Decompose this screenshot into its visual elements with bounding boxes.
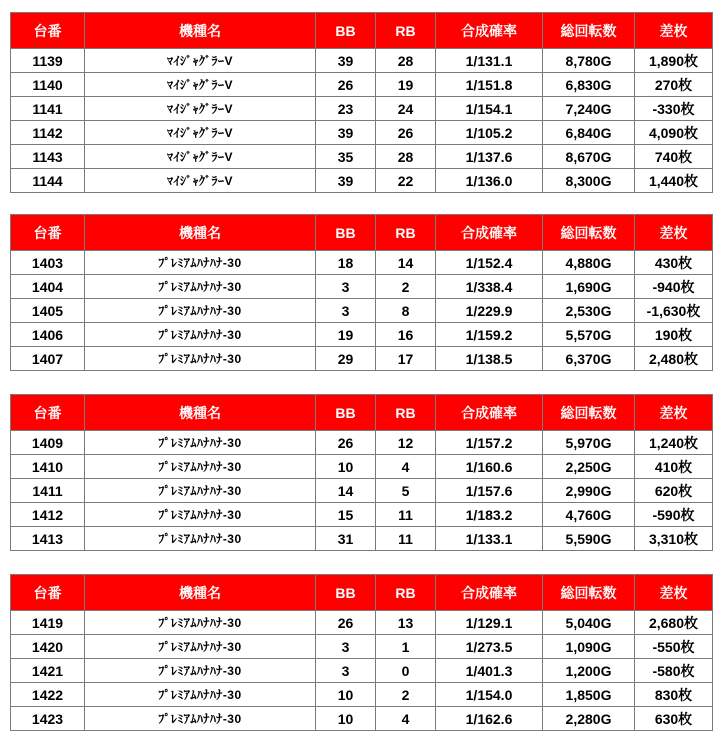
table-row [11,275,713,299]
cell-combined-probability: 1/152.4 [436,251,543,275]
cell-combined-probability: 1/138.5 [436,347,543,371]
cell-machine-number: 1423 [11,707,85,731]
header-combined-probability: 合成確率 [436,215,543,251]
cell-machine-name: ﾌﾟﾚﾐｱﾑﾊﾅﾊﾅ-30 [85,527,316,551]
cell-machine-number: 1140 [11,73,85,97]
table-row [11,635,713,659]
header-bb-count: BB [316,13,376,49]
table-row [11,659,713,683]
cell-rb-count: 17 [376,347,436,371]
cell-machine-name: ﾌﾟﾚﾐｱﾑﾊﾅﾊﾅ-30 [85,707,316,731]
cell-total-spins: 6,840G [543,121,635,145]
cell-total-spins: 5,590G [543,527,635,551]
cell-total-spins: 5,970G [543,431,635,455]
cell-machine-number: 1139 [11,49,85,73]
table-row [11,251,713,275]
header-rb-count: RB [376,395,436,431]
cell-coin-difference: 2,480枚 [635,347,713,371]
cell-rb-count: 0 [376,659,436,683]
cell-machine-number: 1407 [11,347,85,371]
cell-rb-count: 13 [376,611,436,635]
cell-coin-difference: 1,440枚 [635,169,713,193]
table-row [11,683,713,707]
cell-bb-count: 39 [316,49,376,73]
table-row [11,431,713,455]
header-rb-count: RB [376,215,436,251]
cell-machine-number: 1406 [11,323,85,347]
cell-combined-probability: 1/105.2 [436,121,543,145]
table-row [11,121,713,145]
cell-coin-difference: 2,680枚 [635,611,713,635]
cell-coin-difference: 630枚 [635,707,713,731]
header-coin-difference: 差枚 [635,575,713,611]
cell-total-spins: 8,670G [543,145,635,169]
table-row [11,479,713,503]
table-row [11,503,713,527]
header-total-spins: 総回転数 [543,575,635,611]
cell-combined-probability: 1/183.2 [436,503,543,527]
cell-combined-probability: 1/160.6 [436,455,543,479]
header-bb-count: BB [316,395,376,431]
cell-machine-number: 1420 [11,635,85,659]
cell-machine-number: 1413 [11,527,85,551]
cell-bb-count: 26 [316,431,376,455]
cell-rb-count: 28 [376,49,436,73]
cell-combined-probability: 1/154.0 [436,683,543,707]
cell-rb-count: 1 [376,635,436,659]
cell-rb-count: 16 [376,323,436,347]
cell-coin-difference: 430枚 [635,251,713,275]
cell-bb-count: 3 [316,275,376,299]
cell-machine-name: ﾏｲｼﾞｬｸﾞﾗｰV [85,169,316,193]
cell-machine-number: 1412 [11,503,85,527]
header-row [11,13,713,49]
cell-machine-name: ﾌﾟﾚﾐｱﾑﾊﾅﾊﾅ-30 [85,299,316,323]
cell-machine-number: 1141 [11,97,85,121]
cell-total-spins: 6,830G [543,73,635,97]
cell-bb-count: 3 [316,635,376,659]
cell-combined-probability: 1/338.4 [436,275,543,299]
header-machine-number: 台番 [11,575,85,611]
cell-total-spins: 8,300G [543,169,635,193]
cell-total-spins: 1,690G [543,275,635,299]
cell-bb-count: 10 [316,707,376,731]
cell-machine-number: 1403 [11,251,85,275]
cell-machine-number: 1143 [11,145,85,169]
header-machine-name: 機種名 [85,215,316,251]
cell-total-spins: 2,530G [543,299,635,323]
cell-machine-number: 1411 [11,479,85,503]
cell-combined-probability: 1/154.1 [436,97,543,121]
table-row [11,707,713,731]
header-combined-probability: 合成確率 [436,395,543,431]
table-row [11,347,713,371]
cell-rb-count: 4 [376,455,436,479]
cell-bb-count: 35 [316,145,376,169]
cell-combined-probability: 1/162.6 [436,707,543,731]
cell-machine-number: 1142 [11,121,85,145]
cell-coin-difference: -580枚 [635,659,713,683]
cell-rb-count: 26 [376,121,436,145]
cell-coin-difference: 270枚 [635,73,713,97]
cell-coin-difference: 190枚 [635,323,713,347]
cell-bb-count: 19 [316,323,376,347]
header-coin-difference: 差枚 [635,215,713,251]
cell-combined-probability: 1/229.9 [436,299,543,323]
cell-total-spins: 1,850G [543,683,635,707]
header-machine-number: 台番 [11,395,85,431]
cell-rb-count: 11 [376,527,436,551]
header-bb-count: BB [316,575,376,611]
cell-combined-probability: 1/137.6 [436,145,543,169]
cell-machine-name: ﾌﾟﾚﾐｱﾑﾊﾅﾊﾅ-30 [85,431,316,455]
cell-coin-difference: 1,240枚 [635,431,713,455]
cell-rb-count: 14 [376,251,436,275]
cell-total-spins: 4,760G [543,503,635,527]
header-total-spins: 総回転数 [543,13,635,49]
cell-rb-count: 2 [376,683,436,707]
cell-bb-count: 3 [316,659,376,683]
cell-coin-difference: -550枚 [635,635,713,659]
cell-bb-count: 15 [316,503,376,527]
cell-machine-name: ﾏｲｼﾞｬｸﾞﾗｰV [85,121,316,145]
cell-rb-count: 24 [376,97,436,121]
header-coin-difference: 差枚 [635,395,713,431]
header-total-spins: 総回転数 [543,215,635,251]
header-bb-count: BB [316,215,376,251]
header-combined-probability: 合成確率 [436,13,543,49]
cell-machine-number: 1144 [11,169,85,193]
cell-bb-count: 10 [316,683,376,707]
cell-total-spins: 2,250G [543,455,635,479]
cell-combined-probability: 1/401.3 [436,659,543,683]
cell-machine-name: ﾏｲｼﾞｬｸﾞﾗｰV [85,49,316,73]
cell-combined-probability: 1/157.6 [436,479,543,503]
cell-machine-name: ﾌﾟﾚﾐｱﾑﾊﾅﾊﾅ-30 [85,347,316,371]
data-table-2 [10,214,713,371]
cell-bb-count: 26 [316,611,376,635]
cell-combined-probability: 1/131.1 [436,49,543,73]
cell-machine-name: ﾌﾟﾚﾐｱﾑﾊﾅﾊﾅ-30 [85,479,316,503]
data-table-3 [10,394,713,551]
cell-coin-difference: 1,890枚 [635,49,713,73]
cell-rb-count: 28 [376,145,436,169]
cell-rb-count: 22 [376,169,436,193]
cell-machine-name: ﾌﾟﾚﾐｱﾑﾊﾅﾊﾅ-30 [85,683,316,707]
cell-machine-name: ﾌﾟﾚﾐｱﾑﾊﾅﾊﾅ-30 [85,659,316,683]
cell-total-spins: 2,990G [543,479,635,503]
cell-machine-number: 1409 [11,431,85,455]
header-machine-name: 機種名 [85,575,316,611]
cell-total-spins: 1,090G [543,635,635,659]
cell-bb-count: 31 [316,527,376,551]
cell-machine-number: 1421 [11,659,85,683]
cell-coin-difference: -1,630枚 [635,299,713,323]
table-row [11,299,713,323]
cell-bb-count: 29 [316,347,376,371]
cell-machine-name: ﾌﾟﾚﾐｱﾑﾊﾅﾊﾅ-30 [85,635,316,659]
cell-bb-count: 3 [316,299,376,323]
cell-machine-name: ﾌﾟﾚﾐｱﾑﾊﾅﾊﾅ-30 [85,323,316,347]
cell-coin-difference: 620枚 [635,479,713,503]
table-row [11,611,713,635]
cell-coin-difference: 740枚 [635,145,713,169]
cell-combined-probability: 1/136.0 [436,169,543,193]
cell-coin-difference: 3,310枚 [635,527,713,551]
header-rb-count: RB [376,13,436,49]
data-table-1 [10,12,713,193]
cell-machine-name: ﾌﾟﾚﾐｱﾑﾊﾅﾊﾅ-30 [85,611,316,635]
cell-total-spins: 8,780G [543,49,635,73]
cell-bb-count: 14 [316,479,376,503]
cell-rb-count: 19 [376,73,436,97]
cell-coin-difference: -940枚 [635,275,713,299]
cell-total-spins: 5,570G [543,323,635,347]
header-machine-name: 機種名 [85,13,316,49]
cell-combined-probability: 1/157.2 [436,431,543,455]
cell-total-spins: 2,280G [543,707,635,731]
cell-bb-count: 10 [316,455,376,479]
table-row [11,455,713,479]
cell-bb-count: 26 [316,73,376,97]
cell-coin-difference: 4,090枚 [635,121,713,145]
header-row [11,575,713,611]
header-row [11,215,713,251]
cell-machine-name: ﾌﾟﾚﾐｱﾑﾊﾅﾊﾅ-30 [85,251,316,275]
cell-bb-count: 23 [316,97,376,121]
cell-rb-count: 11 [376,503,436,527]
cell-total-spins: 1,200G [543,659,635,683]
cell-coin-difference: -590枚 [635,503,713,527]
header-total-spins: 総回転数 [543,395,635,431]
header-machine-number: 台番 [11,13,85,49]
cell-machine-name: ﾏｲｼﾞｬｸﾞﾗｰV [85,97,316,121]
cell-machine-name: ﾌﾟﾚﾐｱﾑﾊﾅﾊﾅ-30 [85,455,316,479]
cell-combined-probability: 1/129.1 [436,611,543,635]
cell-bb-count: 39 [316,169,376,193]
header-machine-number: 台番 [11,215,85,251]
cell-machine-number: 1405 [11,299,85,323]
table-row [11,323,713,347]
table-row [11,527,713,551]
cell-combined-probability: 1/133.1 [436,527,543,551]
header-row [11,395,713,431]
cell-rb-count: 2 [376,275,436,299]
table-row [11,97,713,121]
cell-rb-count: 12 [376,431,436,455]
cell-combined-probability: 1/273.5 [436,635,543,659]
cell-machine-name: ﾏｲｼﾞｬｸﾞﾗｰV [85,73,316,97]
cell-bb-count: 39 [316,121,376,145]
cell-total-spins: 5,040G [543,611,635,635]
cell-combined-probability: 1/151.8 [436,73,543,97]
table-row [11,73,713,97]
cell-machine-number: 1419 [11,611,85,635]
cell-total-spins: 6,370G [543,347,635,371]
cell-total-spins: 7,240G [543,97,635,121]
cell-machine-name: ﾌﾟﾚﾐｱﾑﾊﾅﾊﾅ-30 [85,275,316,299]
cell-coin-difference: -330枚 [635,97,713,121]
cell-total-spins: 4,880G [543,251,635,275]
header-machine-name: 機種名 [85,395,316,431]
cell-rb-count: 8 [376,299,436,323]
cell-machine-number: 1404 [11,275,85,299]
data-table-4 [10,574,713,731]
header-combined-probability: 合成確率 [436,575,543,611]
table-row [11,169,713,193]
cell-bb-count: 18 [316,251,376,275]
header-coin-difference: 差枚 [635,13,713,49]
cell-rb-count: 4 [376,707,436,731]
cell-combined-probability: 1/159.2 [436,323,543,347]
cell-machine-name: ﾌﾟﾚﾐｱﾑﾊﾅﾊﾅ-30 [85,503,316,527]
cell-coin-difference: 830枚 [635,683,713,707]
table-row [11,49,713,73]
table-row [11,145,713,169]
cell-coin-difference: 410枚 [635,455,713,479]
header-rb-count: RB [376,575,436,611]
cell-machine-number: 1410 [11,455,85,479]
cell-machine-number: 1422 [11,683,85,707]
cell-machine-name: ﾏｲｼﾞｬｸﾞﾗｰV [85,145,316,169]
cell-rb-count: 5 [376,479,436,503]
